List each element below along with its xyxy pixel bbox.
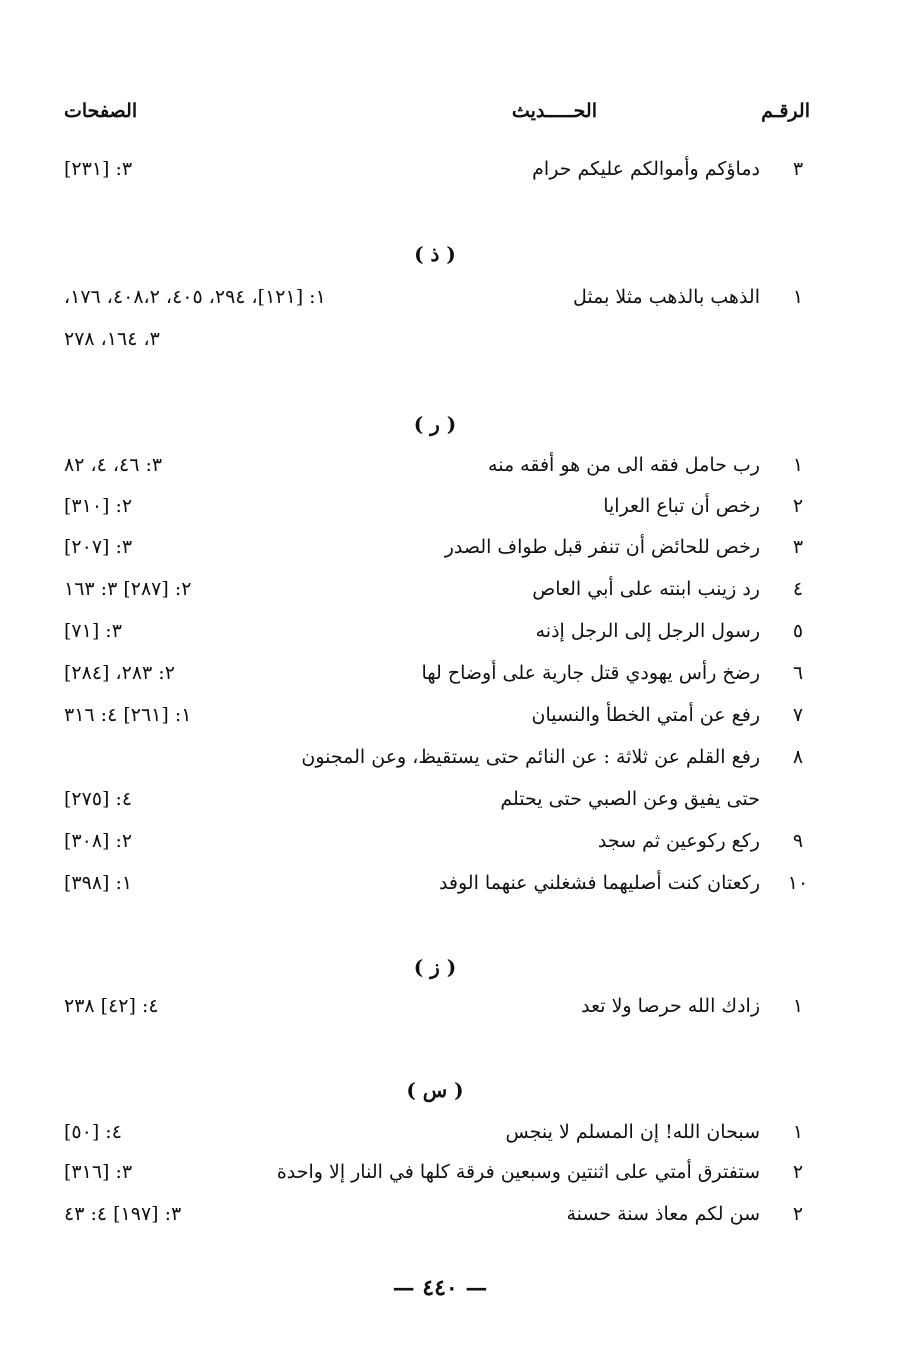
hadith-pages: ١: [٢٦١] ٤: ٣١٦	[64, 704, 192, 726]
hadith-text: سبحان الله! إن المسلم لا ينجس	[505, 1121, 760, 1143]
hadith-number: ٣	[792, 536, 804, 558]
hadith-text: رضخ رأس يهودي قتل جارية على أوضاح لها	[421, 662, 760, 684]
hadith-row	[0, 454, 915, 488]
hadith-pages: ٣: [٢٠٧]	[64, 536, 133, 558]
hadith-row	[0, 704, 915, 738]
hadith-row-continuation	[0, 328, 915, 362]
hadith-row	[0, 495, 915, 529]
hadith-number: ٨	[792, 746, 804, 768]
hadith-text: ستفترق أمتي على اثنتين وسبعين فرقة كلها في النار إلا واحدة	[276, 1161, 760, 1183]
section-heading: ( س )	[406, 1078, 464, 1102]
hadith-number: ١	[792, 995, 804, 1017]
hadith-number: ١	[792, 454, 804, 476]
hadith-text: ركع ركوعين ثم سجد	[597, 830, 760, 852]
hadith-number: ٢	[792, 1161, 804, 1183]
hadith-row	[0, 578, 915, 612]
hadith-row	[0, 1161, 915, 1195]
hadith-text: رفع القلم عن ثلاثة : عن النائم حتى يستقيظ، وعن المجنون	[301, 746, 760, 768]
hadith-row	[0, 620, 915, 654]
hadith-number: ٢	[792, 495, 804, 517]
hadith-row	[0, 662, 915, 696]
hadith-pages: ٣: [١٩٧] ٤: ٤٣	[64, 1203, 182, 1225]
section-heading: ( ذ )	[414, 242, 456, 266]
hadith-text-continued: حتى يفيق وعن الصبي حتى يحتلم	[500, 788, 760, 810]
hadith-number: ٥	[792, 620, 804, 642]
hadith-number: ١٠	[787, 872, 809, 894]
hadith-number: ٦	[792, 662, 804, 684]
hadith-number: ١	[792, 286, 804, 308]
hadith-text: سن لكم معاذ سنة حسنة	[566, 1203, 760, 1225]
hadith-pages: ٢: [٢٨٧] ٣: ١٦٣	[64, 578, 192, 600]
hadith-row	[0, 872, 915, 906]
hadith-row	[0, 1203, 915, 1237]
hadith-text: رد زينب ابنته على أبي العاص	[532, 578, 760, 600]
hadith-text: رسول الرجل إلى الرجل إذنه	[535, 620, 760, 642]
hadith-number: ٩	[792, 830, 804, 852]
hadith-number: ٧	[792, 704, 804, 726]
hadith-pages: ٣: [٧١]	[64, 620, 122, 642]
hadith-row	[0, 536, 915, 570]
hadith-row	[0, 1121, 915, 1155]
hadith-text: دماؤكم وأموالكم عليكم حرام	[532, 158, 760, 180]
hadith-row	[0, 746, 915, 780]
hadith-number: ٤	[792, 578, 804, 600]
hadith-row-continuation	[0, 788, 915, 822]
header-number: الرقـم	[761, 100, 810, 122]
hadith-number: ٢	[792, 1203, 804, 1225]
hadith-pages: ٤: [٤٢] ٢٣٨	[64, 995, 159, 1017]
hadith-text: رفع عن أمتي الخطأ والنسيان	[531, 704, 760, 726]
hadith-pages: ٣: [٢٣١]	[64, 158, 133, 180]
header-pages: الصفحات	[64, 100, 138, 122]
hadith-row	[0, 830, 915, 864]
hadith-pages: ٣: [٣١٦]	[64, 1161, 133, 1183]
hadith-text: رب حامل فقه الى من هو أفقه منه	[488, 454, 760, 476]
hadith-row	[0, 995, 915, 1029]
hadith-pages: ٣: ٤٦، ٤، ٨٢	[64, 454, 163, 476]
hadith-text: رخص أن تباع العرايا	[603, 495, 760, 517]
hadith-number: ١	[792, 1121, 804, 1143]
hadith-text: الذهب بالذهب مثلا بمثل	[573, 286, 760, 308]
hadith-pages: ٢: [٣١٠]	[64, 495, 133, 517]
header-hadith: الحـــــديث	[511, 100, 597, 122]
section-heading: ( ر )	[413, 412, 457, 436]
hadith-pages: ٤: [٥٠]	[64, 1121, 122, 1143]
hadith-pages: ٢: ٢٨٣، [٢٨٤]	[64, 662, 175, 684]
section-heading: ( ز )	[413, 955, 457, 979]
hadith-pages: ١: [٣٩٨]	[64, 872, 133, 894]
hadith-pages: ١: [١٢١]، ٢٩٤، ٤٠٥، ٤٠٨،٢، ١٧٦،	[64, 286, 326, 308]
hadith-number: ٣	[792, 158, 804, 180]
hadith-row	[0, 286, 915, 320]
hadith-text: رخص للحائض أن تنفر قبل طواف الصدر	[444, 536, 760, 558]
hadith-pages: ٢: [٣٠٨]	[64, 830, 133, 852]
hadith-text: ركعتان كنت أصليهما فشغلني عنهما الوفد	[438, 872, 760, 894]
hadith-text: زادك الله حرصا ولا تعد	[581, 995, 760, 1017]
hadith-pages-continued: ٣، ١٦٤، ٢٧٨	[64, 328, 160, 350]
hadith-row	[0, 158, 915, 192]
page-number: — ٤٤٠ —	[392, 1275, 488, 1301]
hadith-pages: ٤: [٢٧٥]	[64, 788, 133, 810]
